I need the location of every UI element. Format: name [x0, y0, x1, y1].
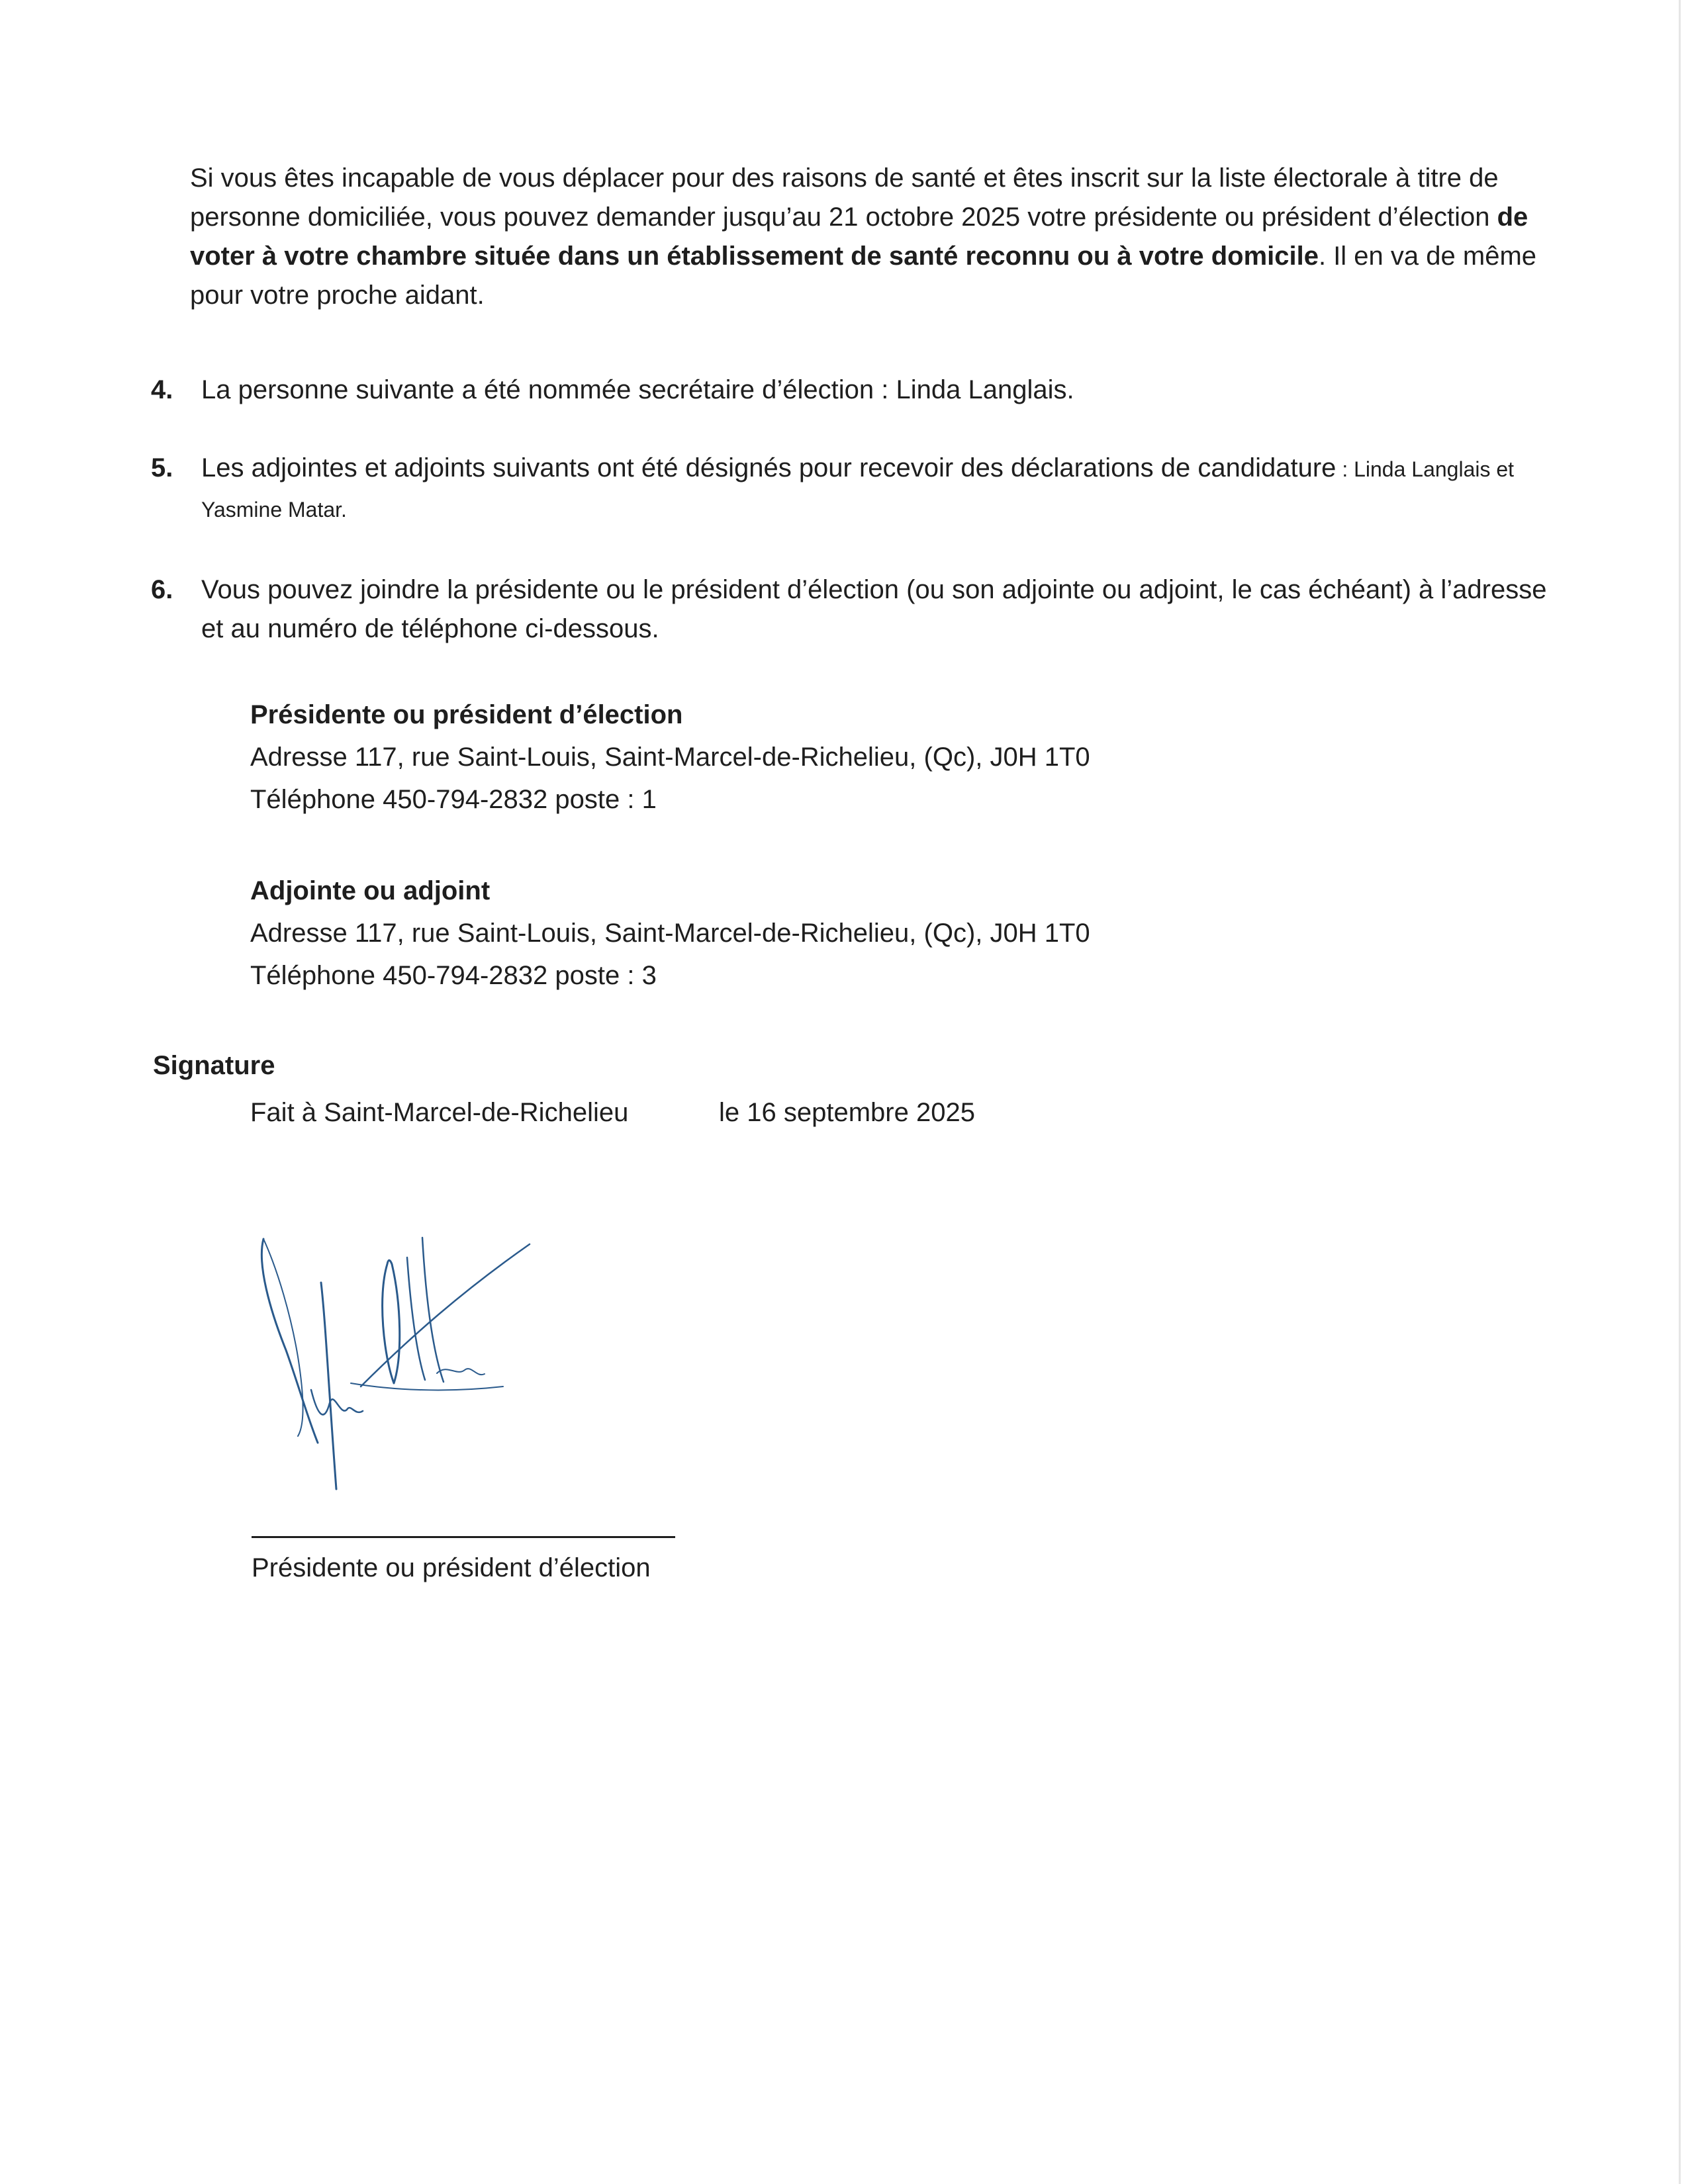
contact-heading: Présidente ou président d’élection: [250, 700, 683, 729]
list-item-text: Vous pouvez joindre la présidente ou le président d’élection (ou son adjointe ou adjoint, le cas échéant) à l’adresse et au numéro de téléphone ci-dessous.: [201, 575, 1547, 643]
contact-phone: Téléphone 450-794-2832 poste : 3: [250, 961, 657, 990]
list-item-6: [151, 570, 1568, 649]
signature-heading: Signature: [153, 1051, 275, 1080]
intro-text-start: Si vous êtes incapable de vous déplacer pour des raisons de santé et êtes inscrit sur la liste électorale à titre de personne domiciliée, vous pouvez demander jusqu’au 21 octobre 2025 votre présidente ou président d’élection: [190, 163, 1499, 232]
handwritten-signature: [252, 1224, 556, 1502]
contact-block-president: [250, 694, 1309, 821]
contact-heading: Adjointe ou adjoint: [250, 876, 491, 905]
intro-paragraph: [190, 159, 1567, 315]
list-item-text-wrap: [201, 449, 1568, 529]
list-item-5: [151, 449, 1568, 529]
contact-address: Adresse 117, rue Saint-Louis, Saint-Marcel-de-Richelieu, (Qc), J0H 1T0: [250, 743, 1090, 772]
page-edge: [1679, 0, 1681, 2184]
contact-phone: Téléphone 450-794-2832 poste : 1: [250, 785, 657, 814]
signature-line: [252, 1536, 675, 1538]
list-item-small-text: : Linda Langlais et Yasmine Matar.: [201, 457, 1515, 522]
list-item-text: La personne suivante a été nommée secrétaire d’élection : Linda Langlais.: [201, 375, 1074, 404]
list-item-number: 5.: [151, 453, 173, 482]
contact-block-deputy: [250, 870, 1309, 997]
list-item-number: 6.: [151, 575, 173, 604]
signature-date: le 16 septembre 2025: [719, 1098, 975, 1127]
list-item-text: Les adjointes et adjoints suivants ont été désignés pour recevoir des déclarations de candidature: [201, 453, 1336, 482]
intro-text-end: . Il en va de même pour votre proche aidant.: [190, 242, 1537, 310]
list-item-number: 4.: [151, 375, 173, 404]
signature-place: Fait à Saint-Marcel-de-Richelieu: [250, 1098, 629, 1127]
intro-text-bold: de voter à votre chambre située dans un établissement de santé reconnu ou à votre domicile: [190, 203, 1528, 271]
signature-label: Présidente ou président d’élection: [252, 1553, 651, 1582]
list-item-4: [151, 371, 1568, 410]
contact-address: Adresse 117, rue Saint-Louis, Saint-Marcel-de-Richelieu, (Qc), J0H 1T0: [250, 919, 1090, 948]
